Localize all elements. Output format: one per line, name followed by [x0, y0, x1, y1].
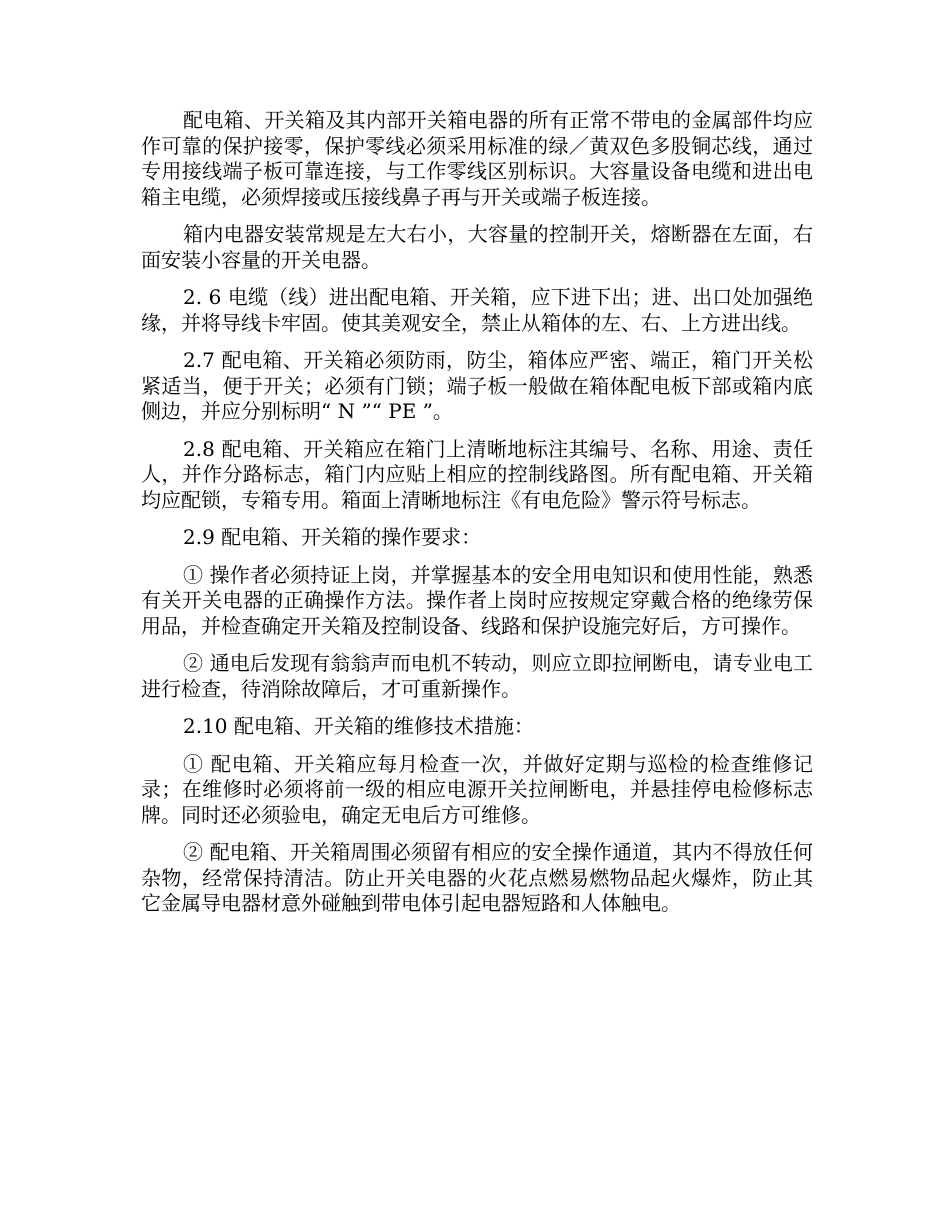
paragraph-metal-parts-grounding: 配电箱、开关箱及其内部开关箱电器的所有正常不带电的金属部件均应作可靠的保护接零，保护零线必须采用标准的绿／黄双色多股铜芯线，通过专用接线端子板可靠连接，与工作零线区别标识。大容量设备电缆和进出电箱主电缆，必须焊接或压接线鼻子再与开关或端子板连接。 [141, 108, 813, 209]
paragraph-2-10-item-2: ② 配电箱、开关箱周围必须留有相应的安全操作通道，其内不得放任何杂物，经常保持清洁。防止开关电器的火花点燃易燃物品起火爆炸，防止其它金属导电器材意外碰触到带电体引起电器短路和人体触电。 [141, 840, 813, 915]
paragraph-2-7-rain-dust-proof: 2.7 配电箱、开关箱必须防雨，防尘，箱体应严密、端正，箱门开关松紧适当，便于开关；必须有门锁；端子板一般做在箱体配电板下部或箱内底侧边，并应分别标明“ N ”“ PE ”。 [141, 348, 813, 423]
paragraph-2-8-labeling: 2.8 配电箱、开关箱应在箱门上清晰地标注其编号、名称、用途、责任人，并作分路标志，箱门内应贴上相应的控制线路图。所有配电箱、开关箱均应配锁，专箱专用。箱面上清晰地标注《有电危险》警示符号标志。 [141, 436, 813, 512]
paragraph-2-9-item-1: ① 操作者必须持证上岗，并掌握基本的安全用电知识和使用性能，熟悉有关开关电器的正确操作方法。操作者上岗时应按规定穿戴合格的绝缘劳保用品，并检查确定开关箱及控制设备、线路和保护设施完好后，方可操作。 [141, 562, 813, 638]
paragraph-2-6-cable-entry: 2. 6 电缆（线）进出配电箱、开关箱，应下进下出；进、出口处加强绝缘，并将导线卡牢固。使其美观安全，禁止从箱体的左、右、上方进出线。 [141, 285, 813, 335]
paragraph-2-10-item-1: ① 配电箱、开关箱应每月检查一次，并做好定期与巡检的检查维修记录；在维修时必须将前一级的相应电源开关拉闸断电，并悬挂停电检修标志牌。同时还必须验电，确定无电后方可维修。 [141, 751, 813, 827]
paragraph-appliance-layout: 箱内电器安装常规是左大右小，大容量的控制开关，熔断器在左面，右面安装小容量的开关电器。 [141, 222, 813, 272]
paragraph-2-10-heading: 2.10 配电箱、开关箱的维修技术措施： [183, 714, 534, 738]
paragraph-2-9-heading: 2.9 配电箱、开关箱的操作要求： [183, 525, 482, 549]
paragraph-2-9-item-2: ② 通电后发现有翁翁声而电机不转动，则应立即拉闸断电，请专业电工进行检查，待消除故障后，才可重新操作。 [141, 651, 813, 701]
document-page [141, 108, 813, 929]
